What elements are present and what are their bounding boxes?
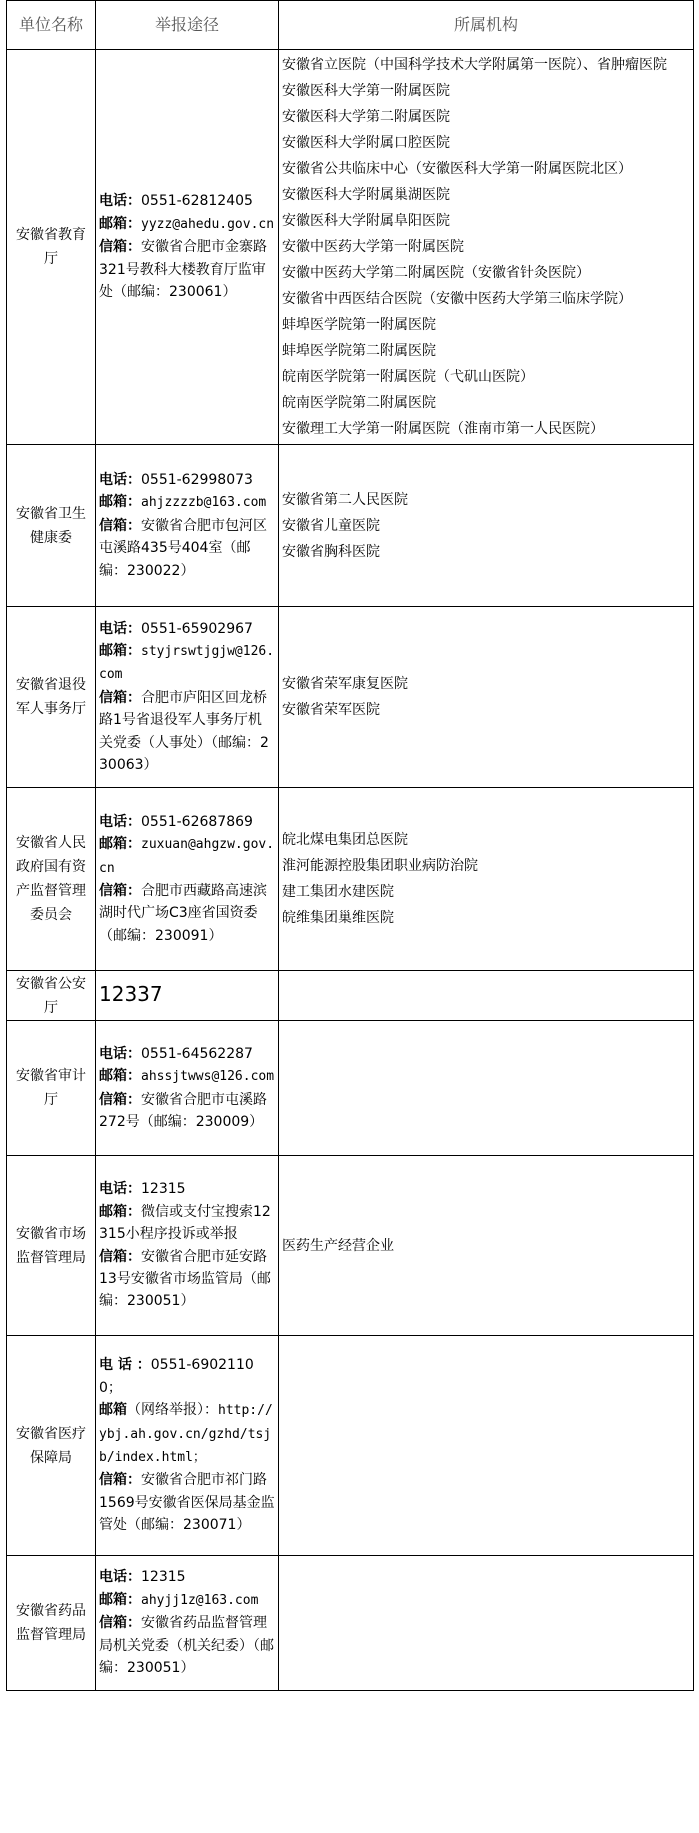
org-cell	[279, 971, 694, 1021]
post-label: 信箱：	[99, 883, 141, 899]
post-label: 信箱：	[99, 1472, 141, 1489]
phone-value: 0551-62998073	[141, 471, 253, 488]
header-row	[7, 1, 694, 50]
phone-value: 0551-69021100；	[99, 1357, 254, 1396]
unit-name: 安徽省审计厅	[7, 1021, 96, 1156]
mail-label: 邮箱：	[99, 836, 141, 853]
table-row	[7, 1156, 694, 1336]
org-item: 安徽医科大学附属阜阳医院	[282, 213, 450, 229]
phone-label: 电话：	[99, 1181, 141, 1198]
post-label: 信箱：	[99, 1091, 141, 1108]
table-row	[7, 1336, 694, 1556]
channel-cell	[96, 1556, 279, 1691]
channel-cell	[96, 971, 279, 1021]
post-value: 合肥市西藏路高速滨湖时代广场C3座省国资委（邮编：230091）	[99, 883, 267, 944]
channel-cell	[96, 788, 279, 971]
mail-value[interactable]: styjrswtjgjw@126.com	[99, 643, 275, 683]
post-value: 合肥市庐阳区回龙桥路1号省退役军人事务厅机关党委（人事处）（邮编：230063）	[99, 689, 269, 774]
hotline-value: 12337	[99, 981, 163, 1006]
org-item: 安徽理工大学第一附属医院（淮南市第一人民医院）	[282, 421, 604, 437]
org-item: 安徽省中西医结合医院（安徽中医药大学第三临床学院）	[282, 291, 632, 307]
org-item: 安徽省立医院（中国科学技术大学附属第一医院）、省肿瘤医院	[282, 57, 667, 73]
org-item: 皖维集团巢维医院	[282, 910, 394, 926]
mail-value[interactable]: ahssjtwws@126.com	[141, 1069, 275, 1085]
mail-value[interactable]: ahyjj1z@163.com	[141, 1592, 259, 1608]
phone-label: 电话：	[99, 471, 141, 488]
channel-cell	[96, 1021, 279, 1156]
org-item: 安徽省儿童医院	[282, 517, 380, 534]
table-row	[7, 788, 694, 971]
post-value: 安徽省合肥市屯溪路272号（邮编：230009）	[99, 1091, 267, 1130]
post-value: 安徽省药品监督管理局机关党委（机关纪委）（邮编：230051）	[99, 1615, 274, 1677]
org-cell	[279, 50, 694, 445]
phone-value: 12315	[141, 1181, 186, 1198]
table-row	[7, 1556, 694, 1691]
phone-value: 0551-62687869	[141, 813, 253, 830]
org-item: 安徽医科大学第一附属医院	[282, 83, 450, 99]
org-cell	[279, 1156, 694, 1336]
org-item: 蚌埠医学院第一附属医院	[282, 317, 436, 333]
channel-cell	[96, 50, 279, 445]
phone-label: 电 话 ：	[99, 1357, 151, 1374]
mail-label: 邮箱：	[99, 494, 141, 511]
org-item: 安徽省第二人民医院	[282, 491, 408, 508]
org-item: 皖南医学院第一附属医院（弋矶山医院）	[282, 369, 534, 385]
org-cell	[279, 445, 694, 607]
table-row	[7, 607, 694, 788]
phone-label: 电话：	[99, 1569, 141, 1586]
channel-cell	[96, 1156, 279, 1336]
mail-value[interactable]: yyzz@ahedu.gov.cn	[141, 216, 275, 232]
mail-label: 邮箱：	[99, 215, 141, 232]
unit-name: 安徽省退役军人事务厅	[7, 607, 96, 788]
unit-name: 安徽省卫生健康委	[7, 445, 96, 607]
org-item: 皖南医学院第二附属医院	[282, 395, 436, 411]
unit-name: 安徽省市场监督管理局	[7, 1156, 96, 1336]
complaint-channels-table	[6, 0, 694, 1691]
post-value: 安徽省合肥市祁门路1569号安徽省医保局基金监管处（邮编：230071）	[99, 1472, 275, 1534]
org-item: 安徽省公共临床中心（安徽医科大学第一附属医院北区）	[282, 161, 632, 177]
header-channel: 举报途径	[96, 1, 279, 50]
org-item: 淮河能源控股集团职业病防治院	[282, 858, 478, 874]
org-item: 安徽医科大学第二附属医院	[282, 109, 450, 125]
org-item: 安徽省荣军康复医院	[282, 676, 408, 692]
org-cell	[279, 1336, 694, 1556]
mail-value[interactable]: ahjzzzzb@163.com	[141, 495, 267, 511]
phone-value: 0551-62812405	[141, 193, 253, 210]
org-item: 皖北煤电集团总医院	[282, 832, 408, 848]
org-item: 安徽中医药大学第一附属医院	[282, 239, 464, 255]
post-value: 安徽省合肥市延安路13号安徽省市场监管局（邮编：230051）	[99, 1248, 271, 1310]
mail-label: 邮箱：	[99, 642, 141, 659]
phone-value: 0551-65902967	[141, 620, 253, 637]
org-cell	[279, 1556, 694, 1691]
post-value: 安徽省合肥市包河区屯溪路435号404室（邮编：230022）	[99, 517, 267, 579]
header-unit: 单位名称	[7, 1, 96, 50]
table-row	[7, 1021, 694, 1156]
mail-label: 邮箱	[99, 1402, 127, 1419]
org-item: 蚌埠医学院第二附属医院	[282, 343, 436, 359]
report-url-link[interactable]: http://ybj.ah.gov.cn/gzhd/tsjb/index.html；	[99, 1403, 273, 1465]
org-item: 安徽省荣军医院	[282, 702, 380, 718]
org-item: 安徽医科大学附属巢湖医院	[282, 187, 450, 203]
table-row	[7, 50, 694, 445]
post-label: 信箱：	[99, 239, 141, 256]
phone-label: 电话：	[99, 813, 141, 830]
org-item: 安徽省胸科医院	[282, 543, 380, 560]
mail-label: 邮箱：	[99, 1068, 141, 1085]
unit-name: 安徽省药品监督管理局	[7, 1556, 96, 1691]
post-label: 信箱：	[99, 517, 141, 534]
phone-label: 电话：	[99, 620, 141, 637]
post-label: 信箱：	[99, 1615, 141, 1632]
org-item: 建工集团水建医院	[282, 884, 394, 900]
unit-name: 安徽省公安厅	[7, 971, 96, 1021]
mail-label: 邮箱：	[99, 1203, 141, 1220]
channel-cell	[96, 445, 279, 607]
channel-cell	[96, 1336, 279, 1556]
org-item: 医药生产经营企业	[282, 1237, 394, 1254]
phone-value: 0551-64562287	[141, 1045, 253, 1062]
org-cell	[279, 607, 694, 788]
unit-name: 安徽省教育厅	[7, 50, 96, 445]
mail-value[interactable]: zuxuan@ahgzw.gov.cn	[99, 837, 275, 876]
post-label: 信箱：	[99, 689, 141, 706]
header-org: 所属机构	[279, 1, 694, 50]
org-item: 安徽医科大学附属口腔医院	[282, 135, 450, 151]
channel-cell	[96, 607, 279, 788]
table-row	[7, 971, 694, 1021]
phone-label: 电话：	[99, 193, 141, 210]
org-cell	[279, 1021, 694, 1156]
unit-name: 安徽省医疗保障局	[7, 1336, 96, 1556]
org-item: 安徽中医药大学第二附属医院（安徽省针灸医院）	[282, 265, 590, 281]
mail-note: （网络举报）：	[127, 1402, 218, 1419]
table-row	[7, 445, 694, 607]
org-cell	[279, 788, 694, 971]
phone-label: 电话：	[99, 1045, 141, 1062]
post-value: 安徽省合肥市金寨路321号教科大楼教育厅监审处（邮编：230061）	[99, 239, 267, 301]
mail-value: 微信或支付宝搜索12315小程序投诉或举报	[99, 1203, 271, 1243]
post-label: 信箱：	[99, 1248, 141, 1265]
phone-value: 12315	[141, 1569, 186, 1586]
mail-label: 邮箱：	[99, 1591, 141, 1608]
unit-name: 安徽省人民政府国有资产监督管理委员会	[7, 788, 96, 971]
